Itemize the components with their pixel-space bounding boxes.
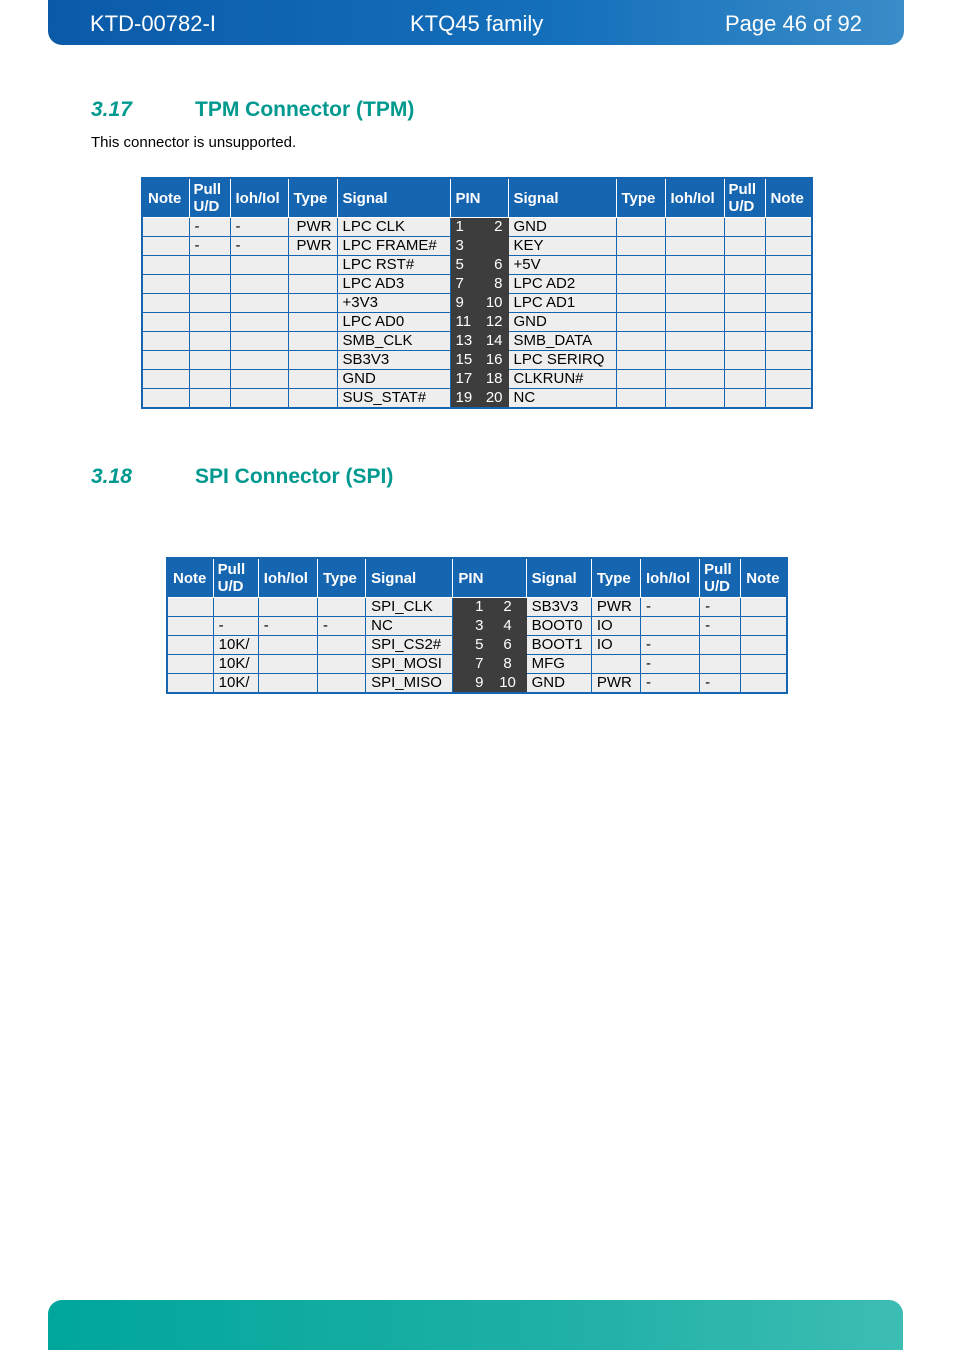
table-cell (142, 256, 189, 275)
table-cell (317, 655, 365, 674)
table-cell (142, 313, 189, 332)
table-cell: BOOT1 (526, 636, 591, 655)
pin-number-cell: 1 (450, 218, 479, 237)
table-cell (230, 294, 288, 313)
pin-number-cell: 4 (489, 617, 526, 636)
table-cell: GND (526, 674, 591, 694)
table-cell (765, 313, 812, 332)
table-cell (288, 313, 337, 332)
pin-number-cell: 20 (479, 389, 508, 409)
table-cell (317, 674, 365, 694)
column-header: Note (167, 558, 213, 598)
table-cell (167, 636, 213, 655)
pin-number-cell: 7 (453, 655, 489, 674)
column-header: Ioh/Iol (258, 558, 317, 598)
table-cell (142, 294, 189, 313)
table-row (142, 218, 812, 237)
column-header: Note (741, 558, 787, 598)
table-cell: +5V (508, 256, 616, 275)
table-cell (765, 370, 812, 389)
pin-number-cell: 19 (450, 389, 479, 409)
pin-number-cell: 16 (479, 351, 508, 370)
table-cell: - (700, 674, 741, 694)
table-row (142, 389, 812, 409)
pin-number-cell: 13 (450, 332, 479, 351)
table-cell: IO (591, 636, 640, 655)
table-cell (616, 218, 665, 237)
table-cell (765, 389, 812, 409)
table-cell: SPI_CLK (366, 598, 453, 617)
pin-number-cell: 18 (479, 370, 508, 389)
pin-number-cell: 9 (453, 674, 489, 694)
table-cell (591, 655, 640, 674)
table-cell (258, 674, 317, 694)
table-cell (288, 275, 337, 294)
table-cell: SB3V3 (337, 351, 450, 370)
table-cell: SPI_MOSI (366, 655, 453, 674)
column-header: Type (288, 178, 337, 218)
table-cell (724, 294, 765, 313)
table-row (167, 617, 787, 636)
table-cell: LPC FRAME# (337, 237, 450, 256)
column-header: Type (317, 558, 365, 598)
table-cell (288, 332, 337, 351)
column-header: Pull U/D (724, 178, 765, 218)
table-cell (230, 313, 288, 332)
pin-number-cell: 6 (479, 256, 508, 275)
column-header: Signal (366, 558, 453, 598)
table-cell: SMB_CLK (337, 332, 450, 351)
table-cell (288, 351, 337, 370)
table-cell (230, 275, 288, 294)
table-row (167, 655, 787, 674)
table-cell (765, 256, 812, 275)
column-header: PIN (453, 558, 526, 598)
section-description: This connector is unsupported. (91, 134, 297, 151)
table-cell (640, 617, 699, 636)
column-header: Pull U/D (213, 558, 258, 598)
table-row (167, 636, 787, 655)
table-cell (317, 598, 365, 617)
column-header: Pull U/D (189, 178, 230, 218)
table-cell (616, 389, 665, 409)
table-cell: - (230, 237, 288, 256)
table-cell: - (317, 617, 365, 636)
pin-number-cell: 14 (479, 332, 508, 351)
table-cell: NC (366, 617, 453, 636)
table-cell: LPC SERIRQ (508, 351, 616, 370)
table-cell (665, 275, 724, 294)
table-cell (724, 351, 765, 370)
column-header: Note (142, 178, 189, 218)
table-cell (167, 598, 213, 617)
table-cell (167, 674, 213, 694)
table-row (142, 237, 812, 256)
table-cell (189, 294, 230, 313)
pin-number-cell: 8 (479, 275, 508, 294)
pin-number-cell: 8 (489, 655, 526, 674)
table-cell (142, 332, 189, 351)
table-cell (724, 275, 765, 294)
pin-number-cell: 5 (450, 256, 479, 275)
table-cell (765, 218, 812, 237)
table-row (142, 256, 812, 275)
table-cell: PWR (288, 218, 337, 237)
table-cell (724, 256, 765, 275)
table-cell (288, 294, 337, 313)
table-cell (189, 275, 230, 294)
document-id: KTD-00782-I (90, 11, 216, 36)
table-cell: PWR (591, 674, 640, 694)
table-cell (616, 275, 665, 294)
table-cell (258, 636, 317, 655)
section-title: SPI Connector (SPI) (195, 465, 394, 488)
table-cell: - (640, 655, 699, 674)
table-cell (258, 655, 317, 674)
table-cell: - (189, 237, 230, 256)
table-cell (741, 674, 787, 694)
table-cell (616, 294, 665, 313)
table-cell: - (640, 674, 699, 694)
table-cell (142, 370, 189, 389)
pin-number-cell: 5 (453, 636, 489, 655)
table-cell: +3V3 (337, 294, 450, 313)
section-title: TPM Connector (TPM) (195, 98, 415, 121)
table-cell: - (213, 617, 258, 636)
table-cell (765, 351, 812, 370)
table-cell (142, 351, 189, 370)
pin-number-cell: 1 (453, 598, 489, 617)
table-cell (317, 636, 365, 655)
section-number: 3.17 (91, 98, 132, 121)
table-cell (665, 294, 724, 313)
table-cell: GND (508, 313, 616, 332)
table-header-row (142, 178, 812, 218)
table-cell (616, 256, 665, 275)
column-header: Note (765, 178, 812, 218)
column-header: Signal (526, 558, 591, 598)
column-header: Type (591, 558, 640, 598)
table-cell (258, 598, 317, 617)
table-cell (616, 351, 665, 370)
table-cell (724, 332, 765, 351)
section-heading-tpm (91, 98, 414, 122)
section-number: 3.18 (91, 465, 132, 488)
table-cell (765, 275, 812, 294)
pin-number-cell: 6 (489, 636, 526, 655)
table-cell: LPC AD0 (337, 313, 450, 332)
table-cell (665, 237, 724, 256)
section-heading-spi (91, 465, 393, 489)
table-cell (616, 332, 665, 351)
table-cell (700, 636, 741, 655)
page-number: Page 46 of 92 (724, 11, 862, 36)
table-cell: SPI_CS2# (366, 636, 453, 655)
table-cell (665, 256, 724, 275)
pin-number-cell: 7 (450, 275, 479, 294)
pin-number-cell: 9 (450, 294, 479, 313)
table-cell (189, 313, 230, 332)
table-cell: - (258, 617, 317, 636)
table-row (142, 370, 812, 389)
table-cell: LPC AD3 (337, 275, 450, 294)
pin-number-cell: 2 (489, 598, 526, 617)
table-cell: IO (591, 617, 640, 636)
table-cell (724, 237, 765, 256)
column-header: Ioh/Iol (640, 558, 699, 598)
table-cell: GND (508, 218, 616, 237)
table-cell: - (700, 598, 741, 617)
table-cell (189, 332, 230, 351)
spi-pinout-table (166, 557, 788, 694)
table-cell (142, 218, 189, 237)
table-cell: SUS_STAT# (337, 389, 450, 409)
table-cell: SB3V3 (526, 598, 591, 617)
table-cell (665, 218, 724, 237)
table-cell (213, 598, 258, 617)
table-cell (189, 389, 230, 409)
table-cell (765, 237, 812, 256)
table-cell (665, 351, 724, 370)
pin-number-cell: 3 (453, 617, 489, 636)
table-cell (230, 332, 288, 351)
pin-number-cell: 2 (479, 218, 508, 237)
table-cell: - (189, 218, 230, 237)
table-cell (230, 256, 288, 275)
table-cell (741, 636, 787, 655)
page-header (48, 0, 904, 45)
table-cell (616, 313, 665, 332)
table-cell (724, 370, 765, 389)
table-cell (665, 389, 724, 409)
table-cell (724, 313, 765, 332)
table-cell (142, 237, 189, 256)
table-cell (665, 332, 724, 351)
table-cell: SPI_MISO (366, 674, 453, 694)
table-cell: - (230, 218, 288, 237)
table-cell (230, 370, 288, 389)
table-cell: - (700, 617, 741, 636)
column-header: Ioh/Iol (665, 178, 724, 218)
table-cell (288, 256, 337, 275)
product-family: KTQ45 family (410, 11, 544, 36)
table-cell: LPC AD2 (508, 275, 616, 294)
column-header: Type (616, 178, 665, 218)
table-cell: - (640, 598, 699, 617)
page-footer (48, 1300, 903, 1350)
table-cell: MFG (526, 655, 591, 674)
table-cell: SMB_DATA (508, 332, 616, 351)
table-cell: PWR (288, 237, 337, 256)
table-cell: LPC RST# (337, 256, 450, 275)
table-cell (288, 389, 337, 409)
table-row (167, 674, 787, 694)
column-header: Signal (508, 178, 616, 218)
table-header-row (167, 558, 787, 598)
table-cell (741, 598, 787, 617)
table-row (142, 313, 812, 332)
table-cell: - (640, 636, 699, 655)
column-header: Ioh/Iol (230, 178, 288, 218)
table-cell: GND (337, 370, 450, 389)
table-cell: BOOT0 (526, 617, 591, 636)
column-header: Pull U/D (700, 558, 741, 598)
table-cell (189, 256, 230, 275)
table-cell (665, 313, 724, 332)
table-cell (167, 617, 213, 636)
table-row (167, 598, 787, 617)
table-cell (189, 370, 230, 389)
table-cell (167, 655, 213, 674)
table-row (142, 294, 812, 313)
table-row (142, 351, 812, 370)
pin-number-cell: 15 (450, 351, 479, 370)
table-cell (741, 617, 787, 636)
table-cell: CLKRUN# (508, 370, 616, 389)
table-row (142, 332, 812, 351)
table-cell (142, 389, 189, 409)
table-cell (288, 370, 337, 389)
table-cell (765, 294, 812, 313)
pin-number-cell: 11 (450, 313, 479, 332)
table-cell: 10K/ (213, 636, 258, 655)
pin-number-cell: 3 (450, 237, 479, 256)
table-cell (724, 218, 765, 237)
pin-number-cell: 12 (479, 313, 508, 332)
column-header: PIN (450, 178, 508, 218)
table-cell (142, 275, 189, 294)
table-cell (230, 389, 288, 409)
table-cell: 10K/ (213, 655, 258, 674)
pin-number-cell: 10 (489, 674, 526, 694)
pin-number-cell: 10 (479, 294, 508, 313)
table-cell (700, 655, 741, 674)
pin-number-cell: 17 (450, 370, 479, 389)
table-cell (616, 370, 665, 389)
table-cell: LPC CLK (337, 218, 450, 237)
table-cell (724, 389, 765, 409)
pin-number-cell (479, 237, 508, 256)
table-cell: LPC AD1 (508, 294, 616, 313)
column-header: Signal (337, 178, 450, 218)
table-cell (765, 332, 812, 351)
table-cell: PWR (591, 598, 640, 617)
table-cell (665, 370, 724, 389)
tpm-pinout-table (141, 177, 813, 409)
table-row (142, 275, 812, 294)
table-cell: 10K/ (213, 674, 258, 694)
table-cell: KEY (508, 237, 616, 256)
table-cell (230, 351, 288, 370)
table-cell (616, 237, 665, 256)
table-cell: NC (508, 389, 616, 409)
table-cell (741, 655, 787, 674)
table-cell (189, 351, 230, 370)
